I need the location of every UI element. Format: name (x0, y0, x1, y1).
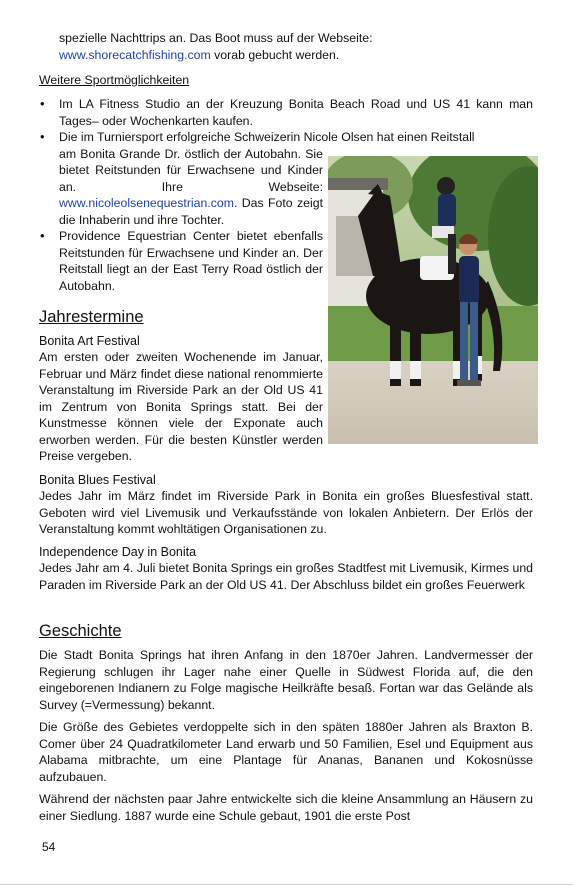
event-title: Independence Day in Bonita (39, 545, 197, 559)
bullet-riding-rest: am Bonita Grande Dr. östlich der Autobahn. Sie bietet Reitstunden für Erwachsene und Kinder an. Ihre Webseite: (59, 146, 323, 194)
history-heading: Geschichte (39, 622, 122, 640)
list-item (39, 96, 533, 129)
intro-text-after: vorab gebucht werden. (210, 47, 340, 62)
footer-divider (0, 884, 573, 885)
history-paragraph: Die Größe des Gebietes verdoppelte sich in den späten 1880er Jahren als Braxton B. Comer über 24 Quadratkilometer Land erwarb und 50 Familien, Esel und Equipment aus Alabama mitbrachte, um eine Plantage für Ananas, Bananen und Kokosnüsse aufzubauen. (39, 720, 533, 784)
nicoleolsen-link[interactable]: www.nicoleolsenequestrian.com (59, 196, 234, 210)
bullet-fitness-text: Im LA Fitness Studio an der Kreuzung Bonita Beach Road und US 41 kann man Tages– oder Wochenkarten kaufen. (59, 97, 533, 128)
history-paragraph: Während der nächsten paar Jahre entwickelte sich die kleine Ansammlung an Häusern zu einer Siedlung. 1887 wurde eine Schule gebaut, 1901 die erste Post (39, 792, 533, 823)
bullet-riding-wrap (59, 146, 323, 229)
event-title: Bonita Art Festival (39, 334, 140, 348)
event-title: Bonita Blues Festival (39, 473, 156, 487)
bullet-riding-text: Die im Turniersport erfolgreiche Schweizerin Nicole Olsen hat einen Reitstall (59, 130, 475, 144)
bullet-riding-after: . Das Foto zeigt die Inhaberin und ihre Tochter. (59, 196, 323, 227)
event-text: Jedes Jahr im März findet im Riverside Park in Bonita ein großes Bluesfestival statt. Geboten wird viel Livemusik und Verkaufsstände von lokalen Anbietern. Der Erlös der Veranstaltung kommt wohltätigen Organisationen zu. (39, 489, 533, 536)
page-number: 54 (42, 840, 56, 854)
dates-heading: Jahrestermine (39, 308, 144, 326)
horse-photo (328, 156, 538, 444)
intro-text: spezielle Nachttrips an. Das Boot muss auf der Webseite: (59, 31, 373, 45)
intro-paragraph (59, 30, 533, 63)
sports-heading: Weitere Sportmöglichkeiten (39, 73, 190, 87)
history-paragraph: Die Stadt Bonita Springs hat ihren Anfang in den 1870er Jahren. Landvermesser der Regierung schlugen ihr Lager nahe einer Quelle in Südwest Florida auf, die den eingeborenen Indianern zu Folge magische Heilkräfte besaß. Fortan war das Gelände als Survey (=Vermessung) bekannt. (39, 648, 533, 712)
bullet-providence-text: • Providence Equestrian Center bietet ebenfalls Reitstunden für Erwachsene und Kinder an. Der Reitstall liegt an der East Terry Road östlich der Autobahn. (59, 229, 323, 293)
event-text: Am ersten oder zweiten Wochenende im Januar, Februar und März findet diese national renommierte Veranstaltung im Riverside Park an der Old US 41 im Zentrum von Bonita Springs statt. Bei der Kunstmesse können viele der Exponate auch erworben werden. Für die besten Künstler werden Preise vergeben. (39, 350, 323, 463)
shorecatch-link[interactable]: www.shorecatchfishing.com (59, 47, 211, 62)
horse-photo-image (328, 156, 538, 444)
event-text: Jedes Jahr am 4. Juli bietet Bonita Springs ein großes Stadtfest mit Livemusik, Kirmes und Paraden im Riverside Park an der Old US 41. Der Abschluss bildet ein großes Feuerwerk (39, 561, 533, 592)
